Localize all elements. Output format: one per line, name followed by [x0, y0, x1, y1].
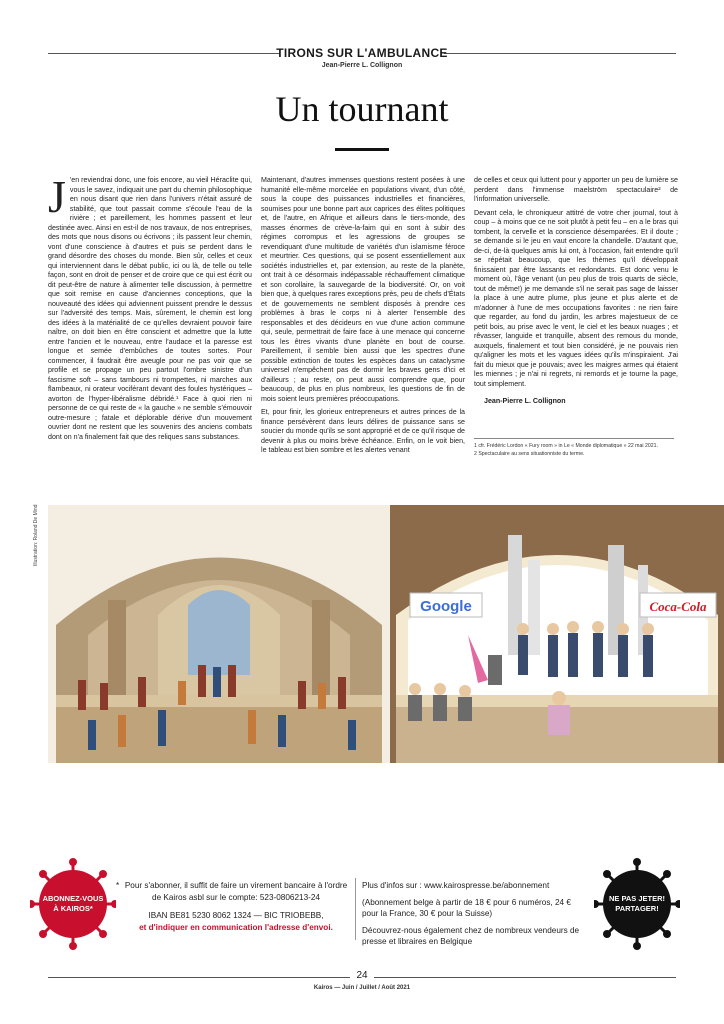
title-underline — [335, 148, 389, 151]
footnote-rule — [474, 438, 674, 439]
pricing-text: (Abonnement belge à partir de 18 € pour 6 numéros, 24 € pour la France, 30 € pour la Suisse) — [362, 898, 571, 918]
paragraph: Et, pour finir, les glorieux entrepreneurs et autres princes de la finance persévèrent dans leurs délires de puissance sans se soucier du monde qu'ils se sont approprié et de ce qu'il risque de devenir à plus ou moins brève échéance. Enfin, on le voit bien, le tableau est bien sombre et les alertes venant — [261, 408, 465, 454]
badge-line: ABONNEZ-VOUS — [42, 894, 104, 903]
vertical-separator — [355, 878, 356, 940]
paragraph: 'en reviendrai donc, une fois encore, au vieil Héraclite qui, vous le savez, indiquait une part du chemin philosophique en nous disant que rien dans l'univers n'était assuré de stabilité, que tout passait comme s'écoule l'eau de la rivière ; et pareillement, les hommes passent et leur destinée avec. Ainsi en est-il de nos travaux, de nos entreprises, des mots que nous disons ou écrivons ; ils passent leur chemin, vont d'une conscience à d'autres et puis se perdent dans le grand désordre des choses du monde. Bien sûr, celles et ceux qui interviennent dans le débat public, ici ou là, de telle ou telle façon, sont en droit de penser et de croire que ce qui est écrit ou dit peut-être de nature à alimenter telle discussion, à permettre que soit remise en cause d'anciennes conceptions, que la nouveauté des idées qui adviennent puissent prendre le dessus sur l'adversité des temps. Mais, sûrement, le chemin est long des idées à la matérialité de ce qu'elles devraient pouvoir faire naître, on doit bien en être conscient et admettre que la lutte entre l'ancien et le nouveau, entre l'audace et la paresse est longue et semée d'embûches de toutes sortes. Pour commencer, il faudrait être aveugle pour ne pas voir que se profile et se propage un peu partout l'ombre sinistre d'un fascisme soft – sans tambours ni trompettes, ni marches aux flambeaux, ni orateur vociférant devant des foules hystériques – avorton de l'hyper-libéralisme débridé.¹ Face à quoi rien ni personne de ce qui reste de « la gauche » ne semble s'émouvoir outre-mesure ; fatale et déplorable dérive d'un mouvement ouvrier dont ne restent que les souvenirs des anciens combats dont on n'a finalement fait que des reliques sans substances. — [48, 176, 252, 441]
badge-line: NE PAS JETER! — [608, 894, 666, 903]
illustration-credit — [33, 506, 43, 566]
subscribe-badge — [30, 858, 116, 950]
communication-note: et d'indiquer en communication l'adresse d'envoi. — [139, 923, 333, 932]
footnotes — [474, 443, 684, 458]
badge-line: PARTAGER! — [615, 904, 659, 913]
page-number: 24 — [356, 970, 368, 981]
subscription-instructions: Pour s'abonner, il suffit de faire un virement bancaire à l'ordre de Kairos asbl sur le compte: 523-0806213-24 — [124, 881, 348, 902]
byline: Jean-Pierre L. Collignon — [321, 62, 403, 69]
article-column-1 — [48, 171, 252, 446]
article-column-2 — [261, 176, 465, 460]
badge-line: À KAIROS* — [53, 904, 93, 913]
bank-details: IBAN BE81 5230 8062 1324 — BIC TRIOBEBB, — [148, 911, 324, 920]
article-title: Un tournant — [275, 89, 449, 129]
share-badge — [594, 858, 680, 950]
section-rubric: TIRONS SUR L'AMBULANCE — [276, 46, 448, 60]
asterisk: * — [116, 881, 120, 890]
issue-line: Kairos — Juin / Juillet / Août 2021 — [313, 985, 411, 991]
article-column-3 — [474, 176, 678, 407]
signature: Jean-Pierre L. Collignon — [484, 397, 566, 405]
subscription-info — [116, 880, 348, 934]
website-link[interactable]: Plus d'infos sur : www.kairospresse.be/abonnement — [362, 881, 550, 890]
retailers-text: Découvrez-nous également chez de nombreux vendeurs de presse et libraires en Belgique — [362, 926, 580, 946]
fresco-left — [48, 505, 390, 763]
cartoon-right — [390, 505, 724, 763]
paragraph: Maintenant, d'autres immenses questions restent posées à une humanité elle-même morcelée en populations vivant, d'un côté, sous la coupe des puissances industrielles et financières, soumises pour une bonne part aux caprices des élites politiques et, de l'autre, en Afrique et ailleurs dans le tiers-monde, des masses énormes de crève-la-faim qui en sont à subir des régimes corrompus et les agressions de groupes se revendiquant d'une multitude de variétés d'un islamisme féroce et meurtrier. Ces questions, qui se posent essentiellement aux sociétés industrielles et, par extension, au reste de la planète, ont trait à ce désormais indépassable réchauffement climatique et son corollaire, la sauvegarde de la biodiversité. Or, on voit bien que, à quelques rares exceptions près, peu de chefs d'États et de gouvernements ne semblent disposés à prendre ces problèmes à bras le corps ni à alerter l'ensemble des responsables et des décideurs en vue d'une action commune qui, seule, permettrait de faire face à une menace qui concerne tous les êtres vivants d'une planète en bout de course. Pareillement, il semble bien aussi que les spectres d'une possible extinction de toutes les espèces dans un cataclysme universel n'empêchent pas de dormir les braves gens d'ici et d'ailleurs ; au reste, on peut aussi comprendre que, pour beaucoup, de plus en plus nombreux, les questions de fin de mois soient leurs premières préoccupations. — [261, 176, 465, 403]
paragraph: de celles et ceux qui luttent pour y apporter un peu de lumière se perdent dans l'immense maelström spectaculaire² de l'information universelle. — [474, 176, 678, 203]
footnote: 2 Spectaculaire au sens situationniste du terme. — [474, 450, 585, 457]
dropcap: J — [48, 171, 66, 222]
footnote: 1 cfr. Frédéric Lordon « Fury room » in Le « Monde diplomatique » 22 mai 2021. — [474, 443, 658, 449]
google-logo: Google — [420, 598, 472, 615]
credit-text: Illustration: Roland De Mind — [33, 504, 39, 566]
illustration — [48, 505, 724, 763]
paragraph: Devant cela, le chroniqueur attitré de votre cher journal, tout à coup – à moins que ce ne soit plutôt à petit feu – en a le bras qui tombent, la cervelle et la conscience désemparées. Et il doute ; se demande si le jeu en vaut encore la chandelle. D'autant que, de-ci, de-là quelques amis lui ont, à l'occasion, fait entendre qu'il se répétait beaucoup, que les thèmes qu'il développait finissaient par être lassants et redondants. Est donc venu le moment où, l'âge venant (un peu plus de trois quarts de siècle, tout de même!) je me demande s'il ne serait pas sage de laisser la place à une autre plume, plus jeune et plus alerte et de m'adonner à l'une de mes occupations favorites : ne rien faire que regarder, au fond du jardin, les arbres majestueux de ce petit bois, au prise avec le vent, le ciel et les beaux nuages ; et rêvasser, languide et tranquille, absent des remous du monde, auxquels, finalement et tout bien considéré, je ne pouvais rien qu'aligner les mots et les vagues idées qu'ils m'inspiraient. J'ai fait du mieux que je pouvais; avec les maigres armes qui étaient les miennes ; je n'ai ni regrets, ni remords et je tourne la page, tout simplement. — [474, 208, 678, 388]
more-info — [362, 880, 588, 953]
cocacola-logo: Coca-Cola — [649, 599, 707, 614]
